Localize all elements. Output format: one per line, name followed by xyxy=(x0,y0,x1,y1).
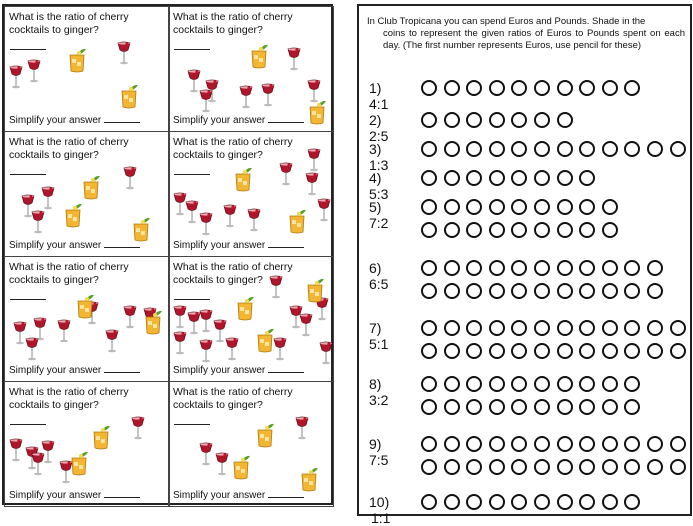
coin-circle[interactable] xyxy=(511,459,527,475)
ginger-cocktail-icon xyxy=(255,327,275,353)
coin-circle[interactable] xyxy=(647,320,663,336)
question-number: 3) xyxy=(369,141,382,157)
coin-circle[interactable] xyxy=(624,399,640,415)
question-label xyxy=(369,494,390,526)
coin-circle[interactable] xyxy=(511,283,527,299)
coin-circle[interactable] xyxy=(557,170,573,186)
question-label xyxy=(369,80,398,112)
coin-circle[interactable] xyxy=(624,376,640,392)
coin-circle[interactable] xyxy=(579,283,595,299)
simplify-label: Simplify your answer xyxy=(173,490,266,501)
coin-circle[interactable] xyxy=(647,260,663,276)
ginger-cocktail-icon xyxy=(63,202,83,228)
coin-circle[interactable] xyxy=(602,399,618,415)
coin-circle[interactable] xyxy=(647,436,663,452)
coin-circle[interactable] xyxy=(444,459,460,475)
answer-blank[interactable] xyxy=(174,299,210,300)
coin-circle[interactable] xyxy=(579,399,595,415)
question-label xyxy=(369,199,398,231)
coin-circle[interactable] xyxy=(444,112,460,128)
instructions-rest: coins to represent the given ratios of Euros to Pounds spent on each day. (The first number represents Euros, use pencil for these) xyxy=(383,28,685,51)
coin-circle[interactable] xyxy=(602,260,618,276)
cherry-cocktail-icon xyxy=(199,339,213,363)
coin-circle[interactable] xyxy=(444,80,460,96)
question-label xyxy=(369,320,398,352)
simplify-prompt xyxy=(173,115,304,126)
cherry-cocktail-icon xyxy=(123,166,137,190)
coin-circle[interactable] xyxy=(579,320,595,336)
coin-circle[interactable] xyxy=(511,376,527,392)
coin-circle[interactable] xyxy=(511,199,527,215)
coin-circle[interactable] xyxy=(511,112,527,128)
coin-circle[interactable] xyxy=(557,320,573,336)
coin-circle[interactable] xyxy=(466,112,482,128)
coin-circle[interactable] xyxy=(534,222,550,238)
coin-circle[interactable] xyxy=(602,436,618,452)
cherry-cocktail-icon xyxy=(9,438,23,462)
ginger-cocktail-icon xyxy=(75,293,95,319)
coin-circle[interactable] xyxy=(466,283,482,299)
coin-circle[interactable] xyxy=(421,141,437,157)
coin-circle[interactable] xyxy=(511,170,527,186)
coin-circle[interactable] xyxy=(647,343,663,359)
coin-circle[interactable] xyxy=(444,141,460,157)
coin-circle[interactable] xyxy=(466,376,482,392)
coin-circle[interactable] xyxy=(624,80,640,96)
simplify-prompt xyxy=(9,115,140,126)
coin-circle[interactable] xyxy=(647,459,663,475)
coin-circle[interactable] xyxy=(444,170,460,186)
coin-circle[interactable] xyxy=(489,343,505,359)
question-card xyxy=(168,6,334,132)
cherry-cocktail-icon xyxy=(31,210,45,234)
coin-circle[interactable] xyxy=(421,283,437,299)
coin-circle[interactable] xyxy=(511,141,527,157)
cherry-cocktail-icon xyxy=(199,89,213,113)
ginger-cocktail-icon xyxy=(235,295,255,321)
question-text: What is the ratio of cherry cocktails to ginger? xyxy=(173,11,293,36)
cherry-cocktail-icon xyxy=(105,329,119,353)
coin-circle[interactable] xyxy=(421,376,437,392)
coin-circle[interactable] xyxy=(624,436,640,452)
coin-circle[interactable] xyxy=(579,436,595,452)
coin-circle[interactable] xyxy=(602,283,618,299)
coin-circle[interactable] xyxy=(602,494,618,510)
simplify-answer-line[interactable] xyxy=(104,497,140,498)
question-card xyxy=(4,131,170,257)
coin-circle[interactable] xyxy=(489,141,505,157)
coin-circle[interactable] xyxy=(489,112,505,128)
ratio-value: 5:1 xyxy=(369,336,389,352)
question-number: 7) xyxy=(369,320,382,336)
question-number: 10) xyxy=(369,494,390,510)
coin-circle[interactable] xyxy=(489,170,505,186)
ratio-value: 7:5 xyxy=(369,452,389,468)
cherry-cocktail-icon xyxy=(279,162,293,186)
question-text: What is the ratio of cherry cocktails to ginger? xyxy=(173,386,293,411)
cherry-cocktail-icon xyxy=(223,204,237,228)
coin-circle[interactable] xyxy=(670,141,686,157)
question-number: 8) xyxy=(369,376,382,392)
simplify-prompt xyxy=(9,365,140,376)
ginger-cocktail-icon xyxy=(119,83,139,109)
question-label xyxy=(369,141,398,173)
coin-circle[interactable] xyxy=(579,199,595,215)
ginger-cocktail-icon xyxy=(131,216,151,242)
coin-circle[interactable] xyxy=(489,376,505,392)
cherry-cocktail-icon xyxy=(273,337,287,361)
coin-circle[interactable] xyxy=(557,343,573,359)
simplify-answer-line[interactable] xyxy=(268,497,304,498)
answer-blank[interactable] xyxy=(174,174,210,175)
coin-circle[interactable] xyxy=(444,222,460,238)
question-label xyxy=(369,260,398,292)
coin-circle[interactable] xyxy=(489,222,505,238)
cherry-cocktail-icon xyxy=(117,41,131,65)
coin-circle[interactable] xyxy=(444,399,460,415)
ratio-value: 1:3 xyxy=(369,157,389,173)
cherry-cocktail-icon xyxy=(173,331,187,355)
simplify-label: Simplify your answer xyxy=(9,490,102,501)
question-card xyxy=(168,256,334,382)
question-card xyxy=(168,131,334,257)
cherry-cocktail-icon xyxy=(299,313,313,337)
ratio-value: 4:1 xyxy=(369,96,389,112)
coin-circle[interactable] xyxy=(466,260,482,276)
coin-circle[interactable] xyxy=(534,283,550,299)
instructions-line-1: In Club Tropicana you can spend Euros and Pounds. Shade in the xyxy=(367,16,646,27)
coin-circle[interactable] xyxy=(489,260,505,276)
question-text: What is the ratio of cherry cocktails to ginger? xyxy=(9,386,129,411)
coin-circle[interactable] xyxy=(602,141,618,157)
simplify-prompt xyxy=(9,240,140,251)
question-card xyxy=(168,381,334,507)
coin-circle[interactable] xyxy=(489,459,505,475)
cherry-cocktail-icon xyxy=(215,452,229,476)
cherry-cocktail-icon xyxy=(41,186,55,210)
coin-circle[interactable] xyxy=(579,260,595,276)
coin-circle[interactable] xyxy=(489,436,505,452)
coin-circle[interactable] xyxy=(489,199,505,215)
coin-circle[interactable] xyxy=(534,80,550,96)
question-number: 6) xyxy=(369,260,382,276)
coin-circle[interactable] xyxy=(602,199,618,215)
ginger-cocktail-icon xyxy=(305,277,325,303)
ratio-value: 2:5 xyxy=(369,128,389,144)
coin-circle[interactable] xyxy=(579,459,595,475)
coin-circle[interactable] xyxy=(557,376,573,392)
coin-circle[interactable] xyxy=(421,399,437,415)
answer-blank[interactable] xyxy=(10,299,46,300)
cherry-cocktail-icon xyxy=(307,148,321,172)
coin-circle[interactable] xyxy=(489,399,505,415)
coin-circle[interactable] xyxy=(557,399,573,415)
ratio-value: 6:5 xyxy=(369,276,389,292)
cherry-cocktail-icon xyxy=(305,172,319,196)
cherry-cocktail-icon xyxy=(173,305,187,329)
question-card xyxy=(4,6,170,132)
coin-circle[interactable] xyxy=(534,170,550,186)
coin-circle[interactable] xyxy=(466,80,482,96)
question-label xyxy=(369,436,398,468)
coin-circle[interactable] xyxy=(670,320,686,336)
coin-circle[interactable] xyxy=(534,112,550,128)
coin-circle[interactable] xyxy=(421,320,437,336)
coin-circle[interactable] xyxy=(557,141,573,157)
simplify-prompt xyxy=(173,240,304,251)
coin-circle[interactable] xyxy=(421,80,437,96)
cherry-cocktail-icon xyxy=(295,416,309,440)
coin-circle[interactable] xyxy=(444,343,460,359)
coin-circle[interactable] xyxy=(421,459,437,475)
coin-circle[interactable] xyxy=(557,494,573,510)
coin-circle[interactable] xyxy=(444,320,460,336)
coin-circle[interactable] xyxy=(624,343,640,359)
coin-circle[interactable] xyxy=(557,260,573,276)
simplify-answer-line[interactable] xyxy=(268,247,304,248)
coin-circle[interactable] xyxy=(421,343,437,359)
simplify-answer-line[interactable] xyxy=(104,122,140,123)
coin-circle[interactable] xyxy=(624,141,640,157)
coin-circle[interactable] xyxy=(444,494,460,510)
coin-circle[interactable] xyxy=(557,283,573,299)
coin-circle[interactable] xyxy=(534,343,550,359)
coin-circle[interactable] xyxy=(421,494,437,510)
coin-circle[interactable] xyxy=(557,80,573,96)
cherry-cocktail-icon xyxy=(319,341,333,365)
ginger-cocktail-icon xyxy=(67,47,87,73)
coin-circle[interactable] xyxy=(444,376,460,392)
coin-circle[interactable] xyxy=(511,494,527,510)
cherry-cocktail-icon xyxy=(269,275,283,299)
question-number: 2) xyxy=(369,112,382,128)
coin-circle[interactable] xyxy=(421,222,437,238)
question-text: What is the ratio of cherry cocktails to ginger? xyxy=(173,261,293,286)
coin-circle[interactable] xyxy=(579,343,595,359)
simplify-label: Simplify your answer xyxy=(173,115,266,126)
coin-circle[interactable] xyxy=(579,141,595,157)
question-number: 5) xyxy=(369,199,382,215)
coin-circle[interactable] xyxy=(557,436,573,452)
ginger-cocktail-icon xyxy=(233,166,253,192)
coin-circle[interactable] xyxy=(602,376,618,392)
coin-circle[interactable] xyxy=(421,260,437,276)
coin-circle[interactable] xyxy=(557,222,573,238)
coin-circle[interactable] xyxy=(444,260,460,276)
cherry-cocktail-icon xyxy=(199,309,213,333)
coin-circle[interactable] xyxy=(534,436,550,452)
question-card xyxy=(4,256,170,382)
coin-circle[interactable] xyxy=(670,459,686,475)
coin-circle[interactable] xyxy=(602,343,618,359)
coin-circle[interactable] xyxy=(511,343,527,359)
coin-circle[interactable] xyxy=(534,376,550,392)
coin-circle[interactable] xyxy=(579,494,595,510)
ginger-cocktail-icon xyxy=(249,43,269,69)
coin-circle[interactable] xyxy=(534,199,550,215)
coin-circle[interactable] xyxy=(511,222,527,238)
coin-circle[interactable] xyxy=(557,199,573,215)
coin-circle[interactable] xyxy=(602,222,618,238)
coin-circle[interactable] xyxy=(602,459,618,475)
ginger-cocktail-icon xyxy=(307,99,327,125)
ginger-cocktail-icon xyxy=(143,309,163,335)
coin-circle[interactable] xyxy=(466,141,482,157)
coin-circle[interactable] xyxy=(511,80,527,96)
cherry-cocktail-icon xyxy=(199,212,213,236)
coin-circle[interactable] xyxy=(511,399,527,415)
ratio-value: 3:2 xyxy=(369,392,389,408)
ginger-cocktail-icon xyxy=(91,424,111,450)
coin-circle[interactable] xyxy=(534,320,550,336)
coin-circle[interactable] xyxy=(444,199,460,215)
question-number: 4) xyxy=(369,170,382,186)
simplify-answer-line[interactable] xyxy=(268,122,304,123)
answer-blank[interactable] xyxy=(10,49,46,50)
ginger-cocktail-icon xyxy=(287,208,307,234)
coin-circle[interactable] xyxy=(579,376,595,392)
answer-blank[interactable] xyxy=(174,49,210,50)
coin-circle[interactable] xyxy=(466,199,482,215)
cherry-cocktail-icon xyxy=(31,452,45,476)
cherry-cocktail-icon xyxy=(199,442,213,466)
coin-circle[interactable] xyxy=(579,170,595,186)
simplify-prompt xyxy=(173,490,304,501)
coin-circle[interactable] xyxy=(511,436,527,452)
question-label xyxy=(369,376,398,408)
ratio-value: 5:3 xyxy=(369,186,389,202)
cherry-cocktail-icon xyxy=(239,85,253,109)
coin-circle[interactable] xyxy=(534,459,550,475)
coin-circle[interactable] xyxy=(444,436,460,452)
question-label xyxy=(369,170,398,202)
coin-circle[interactable] xyxy=(602,320,618,336)
coin-circle[interactable] xyxy=(647,141,663,157)
coin-circle[interactable] xyxy=(489,283,505,299)
ratio-value: 7:2 xyxy=(369,215,389,231)
coin-circle[interactable] xyxy=(511,320,527,336)
answer-blank[interactable] xyxy=(10,424,46,425)
cherry-cocktail-icon xyxy=(123,305,137,329)
simplify-answer-line[interactable] xyxy=(104,372,140,373)
coin-circle[interactable] xyxy=(511,260,527,276)
coin-circle[interactable] xyxy=(602,80,618,96)
coin-circle[interactable] xyxy=(489,320,505,336)
coin-circle[interactable] xyxy=(421,170,437,186)
cocktail-ratio-worksheet xyxy=(2,4,333,505)
coin-circle[interactable] xyxy=(624,320,640,336)
coin-circle[interactable] xyxy=(624,260,640,276)
coin-circle[interactable] xyxy=(466,436,482,452)
simplify-prompt xyxy=(9,490,140,501)
question-text: What is the ratio of cherry cocktails to ginger? xyxy=(9,11,129,36)
coin-circle[interactable] xyxy=(421,436,437,452)
ginger-cocktail-icon xyxy=(69,450,89,476)
simplify-answer-line[interactable] xyxy=(268,372,304,373)
answer-blank[interactable] xyxy=(174,424,210,425)
question-number: 1) xyxy=(369,80,382,96)
coin-circle[interactable] xyxy=(466,459,482,475)
ginger-cocktail-icon xyxy=(81,174,101,200)
cherry-cocktail-icon xyxy=(225,337,239,361)
simplify-label: Simplify your answer xyxy=(9,115,102,126)
cherry-cocktail-icon xyxy=(131,416,145,440)
coin-circle[interactable] xyxy=(444,283,460,299)
coin-circle[interactable] xyxy=(557,459,573,475)
coin-circle[interactable] xyxy=(624,459,640,475)
coin-circle[interactable] xyxy=(557,112,573,128)
coin-circle[interactable] xyxy=(534,494,550,510)
simplify-label: Simplify your answer xyxy=(173,240,266,251)
coin-circle[interactable] xyxy=(670,436,686,452)
coin-circle[interactable] xyxy=(466,399,482,415)
coin-circle[interactable] xyxy=(579,80,595,96)
cherry-cocktail-icon xyxy=(9,65,23,89)
coin-circle[interactable] xyxy=(670,343,686,359)
simplify-label: Simplify your answer xyxy=(9,365,102,376)
question-label xyxy=(369,112,398,144)
cherry-cocktail-icon xyxy=(317,198,331,222)
question-text: What is the ratio of cherry cocktails to ginger? xyxy=(9,261,129,286)
ginger-cocktail-icon xyxy=(255,422,275,448)
cherry-cocktail-icon xyxy=(247,208,261,232)
question-card xyxy=(4,381,170,507)
coin-circle[interactable] xyxy=(534,141,550,157)
question-text: What is the ratio of cherry cocktails to ginger? xyxy=(173,136,293,161)
ratio-value: 1:1 xyxy=(371,510,391,526)
coin-circle[interactable] xyxy=(489,494,505,510)
simplify-answer-line[interactable] xyxy=(104,247,140,248)
cherry-cocktail-icon xyxy=(261,83,275,107)
coin-circle[interactable] xyxy=(647,283,663,299)
coin-circle[interactable] xyxy=(421,199,437,215)
cherry-cocktail-icon xyxy=(27,59,41,83)
coin-circle[interactable] xyxy=(489,80,505,96)
ginger-cocktail-icon xyxy=(299,466,319,492)
simplify-prompt xyxy=(173,365,304,376)
question-text: What is the ratio of cherry cocktails to ginger? xyxy=(9,136,129,161)
coin-circle[interactable] xyxy=(534,399,550,415)
simplify-label: Simplify your answer xyxy=(173,365,266,376)
answer-blank[interactable] xyxy=(10,174,46,175)
cherry-cocktail-icon xyxy=(57,319,71,343)
coin-circle[interactable] xyxy=(534,260,550,276)
coin-circle[interactable] xyxy=(466,320,482,336)
coin-circle[interactable] xyxy=(421,112,437,128)
instructions xyxy=(367,16,685,52)
ginger-cocktail-icon xyxy=(231,454,251,480)
coin-shading-worksheet xyxy=(357,4,692,526)
cherry-cocktail-icon xyxy=(185,200,199,224)
cherry-cocktail-icon xyxy=(287,47,301,71)
coin-circle[interactable] xyxy=(624,283,640,299)
coin-circle[interactable] xyxy=(466,170,482,186)
cherry-cocktail-icon xyxy=(25,337,39,361)
coin-circle[interactable] xyxy=(466,494,482,510)
simplify-label: Simplify your answer xyxy=(9,240,102,251)
coin-circle[interactable] xyxy=(466,343,482,359)
coin-circle[interactable] xyxy=(624,494,640,510)
coin-circle[interactable] xyxy=(579,222,595,238)
coin-circle[interactable] xyxy=(466,222,482,238)
question-number: 9) xyxy=(369,436,382,452)
